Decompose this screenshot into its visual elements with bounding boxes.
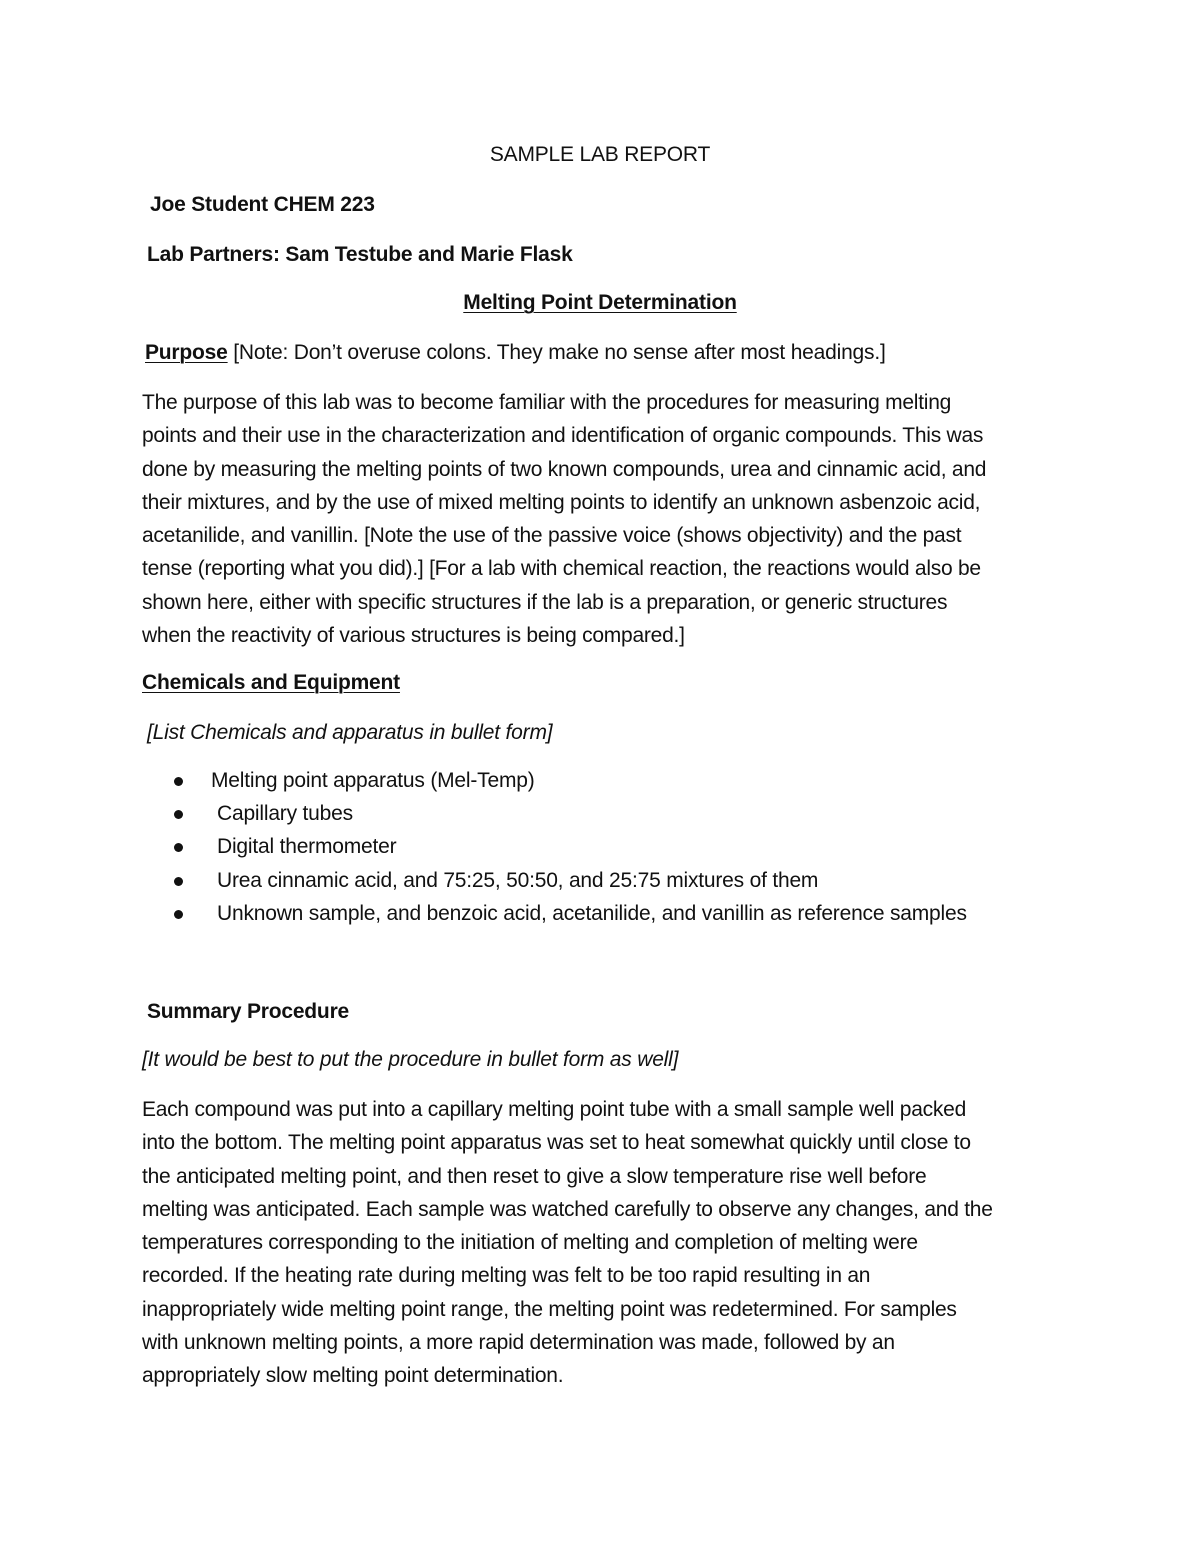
procedure-line: with unknown melting points, a more rapid determination was made, followed by an: [142, 1331, 895, 1355]
list-item-text: Melting point apparatus (Mel-Temp): [211, 769, 535, 792]
procedure-line: inappropriately wide melting point range, the melting point was redetermined. For samples: [142, 1297, 957, 1321]
purpose-note: [Note: Don’t overuse colons. They make no sense after most headings.]: [233, 341, 886, 364]
purpose-line: tense (reporting what you did).] [For a lab with chemical reaction, the reactions would also be: [142, 557, 981, 581]
list-item-text: Urea cinnamic acid, and 75:25, 50:50, and 25:75 mixtures of them: [217, 869, 819, 892]
chemicals-heading: Chemicals and Equipment: [142, 671, 400, 694]
report-title: Melting Point Determination: [463, 291, 737, 314]
procedure-line: Each compound was put into a capillary melting point tube with a small sample well packed: [142, 1098, 967, 1121]
purpose-paragraph: [142, 386, 1062, 652]
purpose-line: The purpose of this lab was to become familiar with the procedures for measuring melting: [142, 391, 952, 414]
procedure-line: temperatures corresponding to the initiation of melting and completion of melting were: [142, 1231, 918, 1255]
purpose-heading: Purpose: [145, 341, 228, 364]
purpose-line: done by measuring the melting points of two known compounds, urea and cinnamic acid, and: [142, 457, 987, 481]
bullet-icon: [174, 843, 183, 852]
document-title: SAMPLE LAB REPORT: [489, 143, 711, 166]
bullet-icon: [174, 877, 183, 886]
procedure-heading: Summary Procedure: [147, 1000, 350, 1023]
purpose-line: points and their use in the characterization and identification of organic compounds. This was: [142, 424, 984, 448]
list-item-text: Capillary tubes: [217, 802, 353, 825]
procedure-paragraph: [142, 1093, 1062, 1393]
bullet-icon: [174, 810, 183, 819]
list-item-text: Unknown sample, and benzoic acid, acetanilide, and vanillin as reference samples: [217, 902, 967, 925]
purpose-heading-line: [145, 340, 886, 365]
purpose-line: their mixtures, and by the use of mixed melting points to identify an unknown asbenzoic acid,: [142, 490, 981, 514]
author-line: Joe Student CHEM 223: [150, 193, 375, 216]
list-item: [0, 834, 1200, 864]
report-title-wrap: [0, 290, 1200, 315]
purpose-line: shown here, either with specific structures if the lab is a preparation, or generic structures: [142, 590, 948, 614]
bullet-icon: [174, 910, 183, 919]
list-item-text: Digital thermometer: [217, 835, 397, 858]
list-item: [0, 868, 1200, 898]
procedure-line: appropriately slow melting point determination.: [142, 1364, 564, 1388]
procedure-line: recorded. If the heating rate during melting was felt to be too rapid resulting in an: [142, 1264, 871, 1288]
procedure-note: [It would be best to put the procedure in bullet form as well]: [142, 1048, 679, 1071]
procedure-line: the anticipated melting point, and then reset to give a slow temperature rise well before: [142, 1164, 927, 1188]
list-item: [0, 768, 1200, 798]
procedure-line: melting was anticipated. Each sample was watched carefully to observe any changes, and the: [142, 1197, 993, 1221]
bullet-icon: [174, 777, 183, 786]
procedure-line: into the bottom. The melting point apparatus was set to heat somewhat quickly until close to: [142, 1131, 971, 1155]
list-item: [0, 901, 1200, 931]
purpose-line: when the reactivity of various structures is being compared.]: [142, 624, 685, 648]
partners-line: Lab Partners: Sam Testube and Marie Flask: [147, 243, 573, 266]
chemicals-note: [List Chemicals and apparatus in bullet form]: [147, 721, 553, 744]
list-item: [0, 801, 1200, 831]
purpose-line: acetanilide, and vanillin. [Note the use of the passive voice (shows objectivity) and the past: [142, 524, 962, 548]
